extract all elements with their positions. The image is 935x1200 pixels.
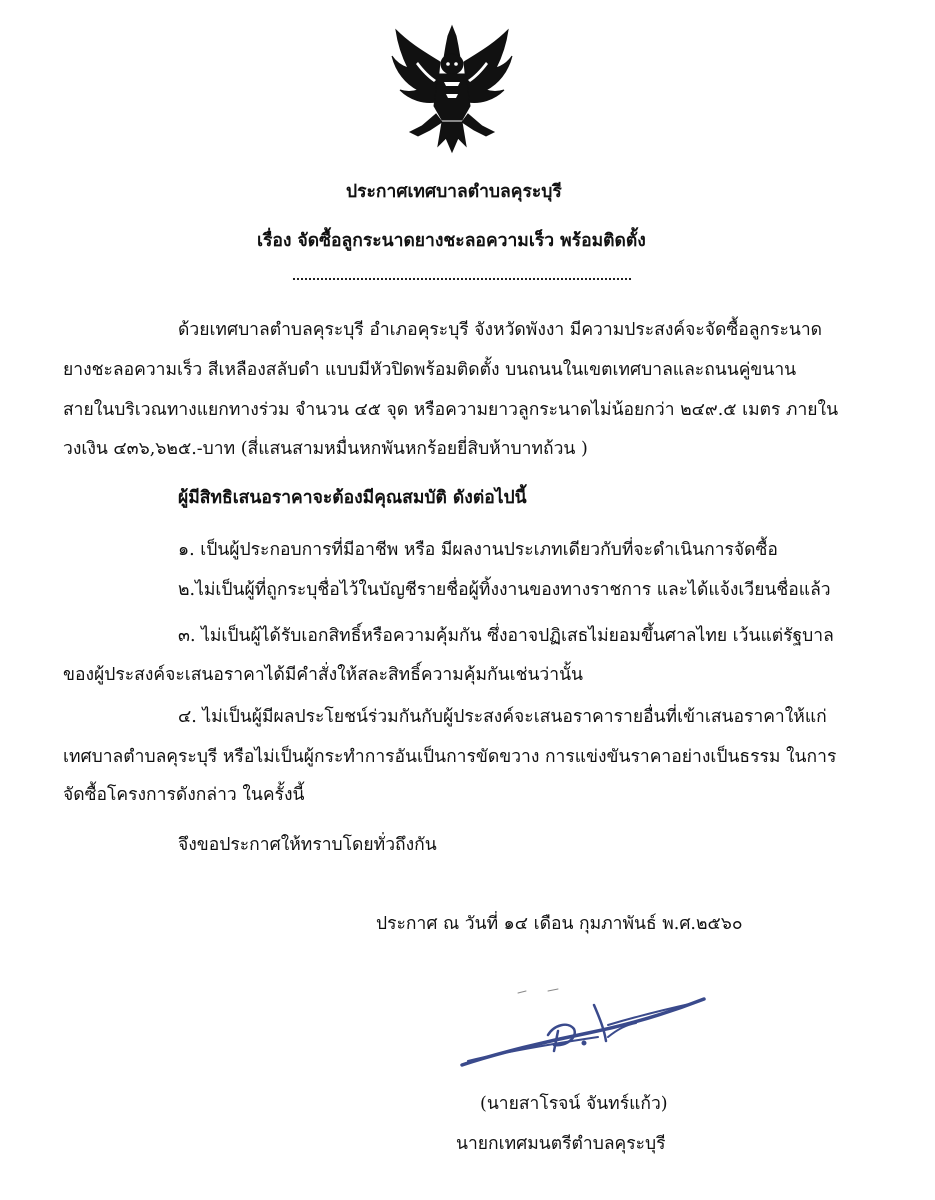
qualification-item-1: ๑. เป็นผู้ประกอบการที่มีอาชีพ หรือ มีผลงานประเภทเดียวกับที่จะดำเนินการจัดซื้อ [178,540,778,560]
qualification-item-4-cont: เทศบาลตำบลคุระบุรี หรือไม่เป็นผู้กระทำการอันเป็นการขัดขวาง การแข่งขันราคาอย่างเป็นธรรม ในการ [63,747,837,767]
signer-name: (นายสาโรจน์ จันทร์แก้ว) [480,1094,668,1114]
intro-line: ด้วยเทศบาลตำบลคุระบุรี อำเภอคุระบุรี จังหวัดพังงา มีความประสงค์จะจัดซื้อลูกระนาด [178,320,823,340]
qualification-item-3-cont: ของผู้ประสงค์จะเสนอราคาได้มีคำสั่งให้สละสิทธิ์ความคุ้มกันเช่นว่านั้น [63,665,584,685]
qualification-item-3: ๓. ไม่เป็นผู้ได้รับเอกสิทธิ์หรือความคุ้มกัน ซึ่งอาจปฏิเสธไม่ยอมขึ้นศาลไทย เว้นแต่รัฐบาล [178,626,834,646]
qualification-heading: ผู้มีสิทธิเสนอราคาจะต้องมีคุณสมบัติ ดังต่อไปนี้ [178,488,527,508]
intro-line: สายในบริเวณทางแยกทางร่วม จำนวน ๔๕ จุด หรือความยาวลูกระนาดไม่น้อยกว่า ๒๔๙.๕ เมตร ภายใน [63,400,839,420]
signature-mark [458,985,708,1070]
qualification-item-4-cont: จัดซื้อโครงการดังกล่าว ในครั้งนี้ [63,785,305,805]
title-separator [293,278,631,280]
garuda-emblem-icon [388,22,516,156]
announcement-date: ประกาศ ณ วันที่ ๑๔ เดือน กุมภาพันธ์ พ.ศ.๒๕๖๐ [376,914,743,934]
announcement-title: ประกาศเทศบาลตำบลคุระบุรี [346,182,562,202]
intro-line: ยางชะลอความเร็ว สีเหลืองสลับดำ แบบมีหัวปิดพร้อมติดตั้ง บนถนนในเขตเทศบาลและถนนคู่ขนาน [63,360,797,380]
signer-title: นายกเทศมนตรีตำบลคุระบุรี [456,1134,666,1154]
intro-line: วงเงิน ๔๓๖,๖๒๕.-บาท (สี่แสนสามหมื่นหกพันหกร้อยยี่สิบห้าบาทถ้วน ) [63,439,588,459]
qualification-item-2: ๒.ไม่เป็นผู้ที่ถูกระบุชื่อไว้ในบัญชีรายชื่อผู้ทิ้งงานของทางราชการ และได้แจ้งเวียนชื่อแล้ว [178,580,831,600]
closing-statement: จึงขอประกาศให้ทราบโดยทั่วถึงกัน [178,835,437,855]
qualification-item-4: ๔. ไม่เป็นผู้มีผลประโยชน์ร่วมกันกับผู้ประสงค์จะเสนอราคารายอื่นที่เข้าเสนอราคาให้แก่ [178,707,827,727]
announcement-subject: เรื่อง จัดซื้อลูกระนาดยางชะลอความเร็ว พร้อมติดตั้ง [257,231,646,251]
